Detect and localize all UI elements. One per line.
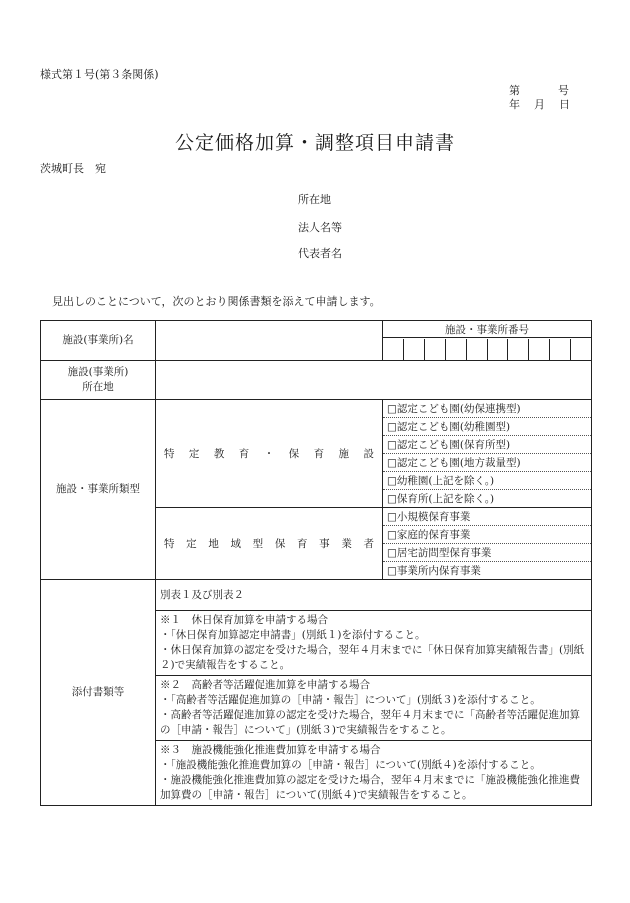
option-kodomoen-yochien[interactable]: □認定こども園(幼稚園型) <box>383 418 592 436</box>
facility-type-label: 施設・事業所類型 <box>41 400 156 580</box>
date-line <box>509 96 570 112</box>
note-heading: ※２ 高齢者等活躍促進加算を申請する場合 <box>160 679 370 691</box>
note-heading: ※１ 休日保育加算を申請する場合 <box>160 614 328 626</box>
note-line: ・施設機能強化推進費加算の認定を受けた場合，翌年４月末までに「施設機能強化推進費加算費の［申請・報告］について(別紙４)で実績報告をすること。 <box>160 774 580 801</box>
option-kodomoen-hoikusho[interactable]: □認定こども園(保育所型) <box>383 436 592 454</box>
digit-box[interactable] <box>571 339 591 360</box>
digit-box[interactable] <box>508 339 529 360</box>
facility-name-label: 施設(事業所)名 <box>41 321 156 361</box>
location-label: 所在地 <box>298 193 331 206</box>
digit-box[interactable] <box>529 339 550 360</box>
digit-box[interactable] <box>425 339 446 360</box>
digit-box[interactable] <box>488 339 509 360</box>
intro-text: 見出しのことについて，次のとおり関係書類を添えて申請します。 <box>52 295 381 308</box>
note-holiday-childcare <box>156 611 592 676</box>
note-elderly-employment <box>156 676 592 741</box>
category-regional-childcare: 特定地域型保育事業者 <box>156 508 383 580</box>
digit-box[interactable] <box>404 339 425 360</box>
note-line: ・休日保育加算の認定を受けた場合，翌年４月末までに「休日保育加算実績報告書」(別紙２)で実績報告をすること。 <box>160 644 585 671</box>
facility-name-field[interactable] <box>156 321 383 361</box>
corp-name-label: 法人名等 <box>298 221 342 234</box>
note-line: ・「休日保育加算認定申請書」(別紙１)を添付すること。 <box>160 629 426 641</box>
option-home-visit[interactable]: □居宅訪問型保育事業 <box>383 544 592 562</box>
digit-box[interactable] <box>550 339 571 360</box>
option-small-scale[interactable]: □小規模保育事業 <box>383 508 592 526</box>
digit-box[interactable] <box>383 339 404 360</box>
no-prefix: 第 <box>509 84 520 97</box>
option-yochien[interactable]: □幼稚園(上記を除く。) <box>383 472 592 490</box>
representative-label: 代表者名 <box>298 247 342 260</box>
facility-number-field[interactable] <box>383 338 592 361</box>
attachments-label: 添付書類等 <box>41 580 156 806</box>
category-specified-education-childcare: 特定教育・保育施設 <box>156 400 383 508</box>
note-heading: ※３ 施設機能強化推進費加算を申請する場合 <box>160 744 381 756</box>
application-table <box>40 320 592 806</box>
facility-number-label: 施設・事業所番号 <box>383 321 592 338</box>
attachments-main: 別表１及び別表２ <box>156 580 592 611</box>
digit-box[interactable] <box>446 339 467 360</box>
addressee: 茨城町長 宛 <box>40 162 106 175</box>
option-workplace[interactable]: □事業所内保育事業 <box>383 562 592 580</box>
page-title: 公定価格加算・調整項目申請書 <box>174 132 455 154</box>
facility-location-label: 施設(事業所) 所在地 <box>41 361 156 400</box>
option-kodomoen-chiho[interactable]: □認定こども園(地方裁量型) <box>383 454 592 472</box>
option-home-based[interactable]: □家庭的保育事業 <box>383 526 592 544</box>
note-line: ・「高齢者等活躍促進加算の［申請・報告］について」(別紙３)を添付すること。 <box>160 694 541 706</box>
option-kodomoen-yoho[interactable]: □認定こども園(幼保連携型) <box>383 400 592 418</box>
month-label: 月 <box>534 98 545 111</box>
facility-location-field[interactable] <box>156 361 592 400</box>
year-label: 年 <box>509 98 520 111</box>
note-line: ・「施設機能強化推進費加算の［申請・報告］について(別紙４)を添付すること。 <box>160 759 541 771</box>
form-number: 様式第１号(第３条関係) <box>40 68 159 81</box>
day-label: 日 <box>559 98 570 111</box>
option-hoikusho[interactable]: □保育所(上記を除く。) <box>383 490 592 508</box>
no-suffix: 号 <box>558 84 569 97</box>
digit-box[interactable] <box>467 339 488 360</box>
note-line: ・高齢者等活躍促進加算の認定を受けた場合，翌年４月末までに「高齢者等活躍促進加算の［申請・報告］について」(別紙３)で実績報告をすること。 <box>160 709 580 736</box>
note-facility-function <box>156 741 592 806</box>
